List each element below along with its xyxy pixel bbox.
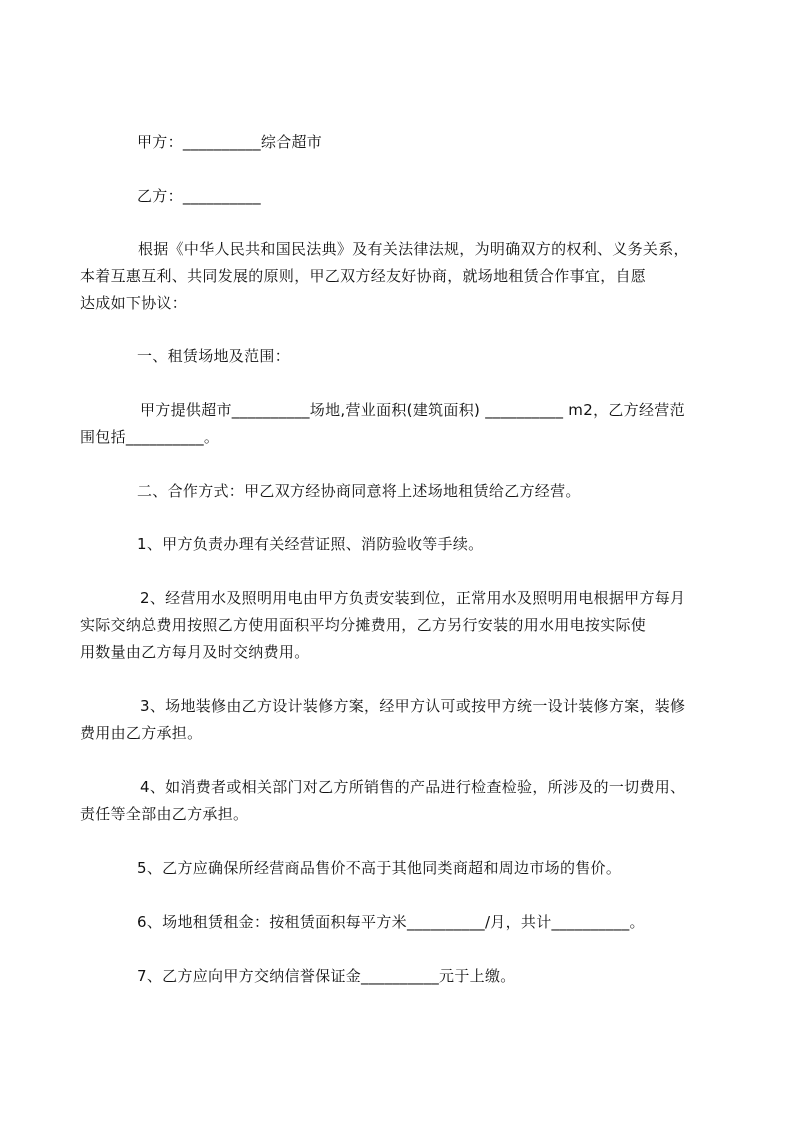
section-1-body-line-2: 围包括__________。 — [80, 428, 220, 446]
party-b-line: 乙方：__________ — [137, 187, 261, 205]
section-2-heading: 二、合作方式：甲乙双方经协商同意将上述场地租赁给乙方经营。 — [137, 482, 581, 500]
clause-1: 1、甲方负责办理有关经营证照、消防验收等手续。 — [137, 535, 484, 553]
clause-4-line-1: 4、如消费者或相关部门对乙方所销售的产品进行检查检验，所涉及的一切费用、 — [140, 778, 686, 796]
preamble-line-1: 根据《中华人民共和国民法典》及有关法律法规，为明确双方的权利、义务关系， — [138, 240, 689, 258]
clause-3-line-1: 3、场地装修由乙方设计装修方案，经甲方认可或按甲方统一设计装修方案，装修 — [140, 697, 686, 715]
clause-6: 6、场地租赁租金：按租赁面积每平方米__________/月，共计__________。 — [137, 913, 645, 931]
clause-7: 7、乙方应向甲方交纳信誉保证金__________元于上缴。 — [137, 967, 516, 985]
clause-2-line-3: 用数量由乙方每月及时交纳费用。 — [80, 643, 310, 661]
preamble-line-2: 本着互惠互利、共同发展的原则，甲乙双方经友好协商，就场地租赁合作事宜，自愿 — [80, 267, 647, 285]
party-a-line: 甲方：__________综合超市 — [137, 133, 323, 151]
preamble-line-3: 达成如下协议： — [80, 294, 188, 312]
section-1-body-line-1: 甲方提供超市__________场地,营业面积(建筑面积) __________ m2，乙方经营范 — [140, 401, 685, 419]
clause-4-line-2: 责任等全部由乙方承担。 — [80, 805, 249, 823]
clause-3-line-2: 费用由乙方承担。 — [80, 724, 203, 742]
section-1-heading: 一、租赁场地及范围： — [137, 347, 291, 365]
clause-2-line-1: 2、经营用水及照明用电由甲方负责安装到位，正常用水及照明用电根据甲方每月 — [140, 589, 686, 607]
clause-5: 5、乙方应确保所经营商品售价不高于其他同类商超和周边市场的售价。 — [137, 859, 622, 877]
clause-2-line-2: 实际交纳总费用按照乙方使用面积平均分摊费用，乙方另行安装的用水用电按实际使 — [80, 616, 647, 634]
